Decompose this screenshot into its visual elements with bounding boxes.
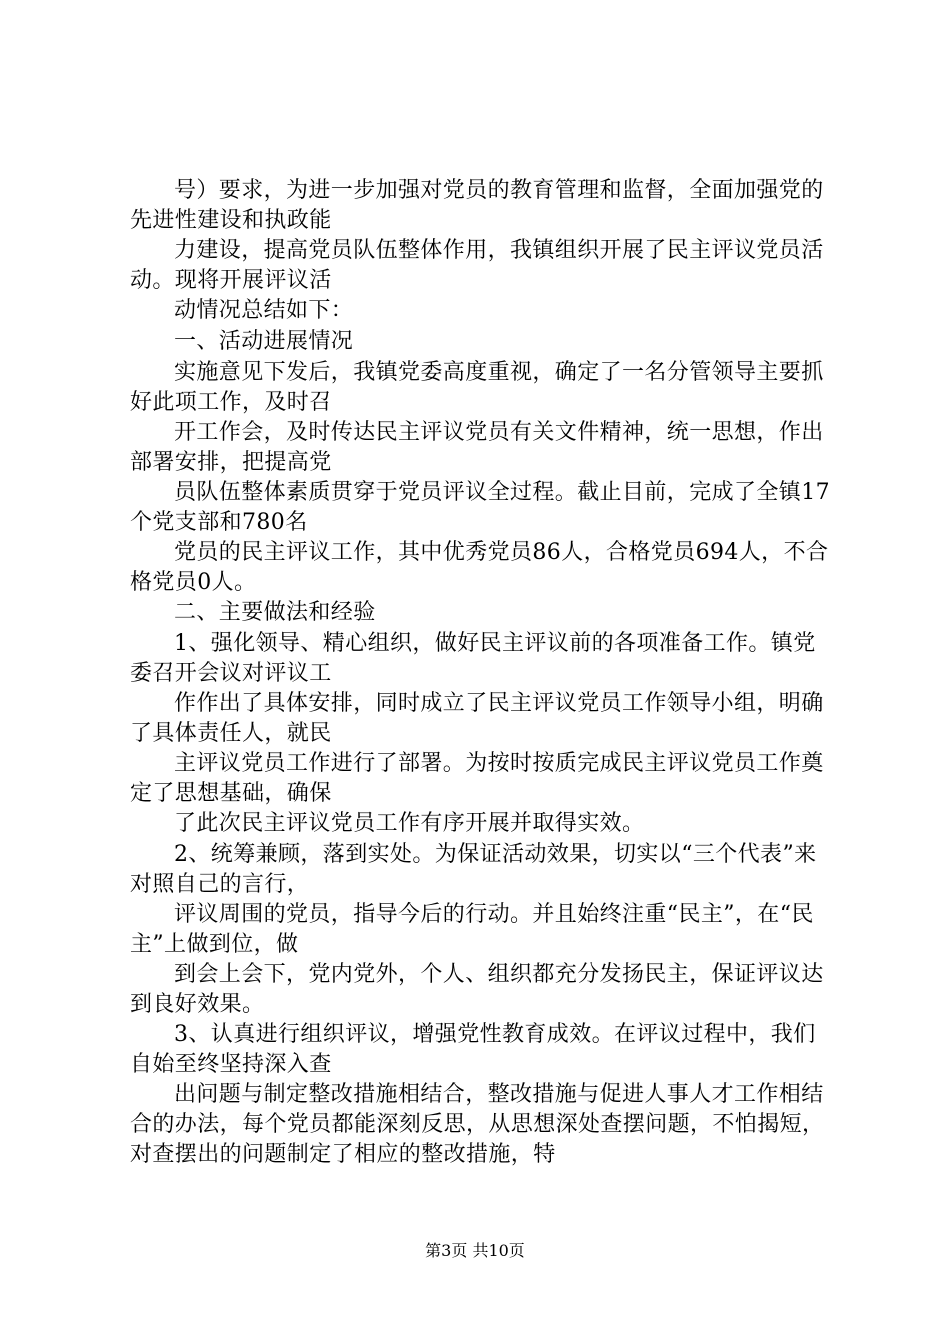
paragraph: 员队伍整体素质贯穿于党员评议全过程。截止目前，完成了全镇17个党支部和780名 [130,480,830,535]
paragraph: 了此次民主评议党员工作有序开展并取得实效。 [174,811,645,836]
paragraph: 党员的民主评议工作，其中优秀党员86人，合格党员694人，不合格党员0人。 [130,540,829,595]
section-heading: 二、主要做法和经验 [174,600,376,625]
section-heading: 一、活动进展情况 [174,329,354,354]
paragraph: 1、强化领导、精心组织，做好民主评议前的各项准备工作。镇党委召开会议对评议工 [130,631,816,686]
paragraph: 评议周围的党员，指导今后的行动。并且始终注重“民主”，在“民主”上做到位，做 [130,902,814,957]
paragraph: 到会上会下，党内党外，个人、组织都充分发扬民主，保证评议达到良好效果。 [130,962,824,1017]
paragraph: 作作出了具体安排，同时成立了民主评议党员工作领导小组，明确了具体责任人，就民 [130,691,824,746]
document-body [130,176,835,1170]
paragraph: 出问题与制定整改措施相结合，整改措施与促进人事人才工作相结合的办法，每个党员都能深刻反思，从思想深处查摆问题，不怕揭短，对查摆出的问题制定了相应的整改措施，特 [130,1082,825,1167]
paragraph: 实施意见下发后，我镇党委高度重视，确定了一名分管领导主要抓好此项工作，及时召 [130,360,824,415]
paragraph: 力建设，提高党员队伍整体作用，我镇组织开展了民主评议党员活动。现将开展评议活 [130,238,824,293]
paragraph: 3、认真进行组织评议，增强党性教育成效。在评议过程中，我们自始至终坚持深入查 [130,1022,816,1077]
paragraph: 2、统筹兼顾，落到实处。为保证活动效果，切实以“三个代表”来对照自己的言行， [130,842,817,897]
paragraph: 开工作会，及时传达民主评议党员有关文件精神，统一思想，作出部署安排，把提高党 [130,420,824,475]
paragraph: 主评议党员工作进行了部署。为按时按质完成民主评议党员工作奠定了思想基础，确保 [130,751,824,806]
page-number-footer: 第3页 共10页 [425,1241,525,1260]
paragraph: 号）要求，为进一步加强对党员的教育管理和监督，全面加强党的先进性建设和执政能 [130,178,824,233]
paragraph: 动情况总结如下： [174,298,354,323]
